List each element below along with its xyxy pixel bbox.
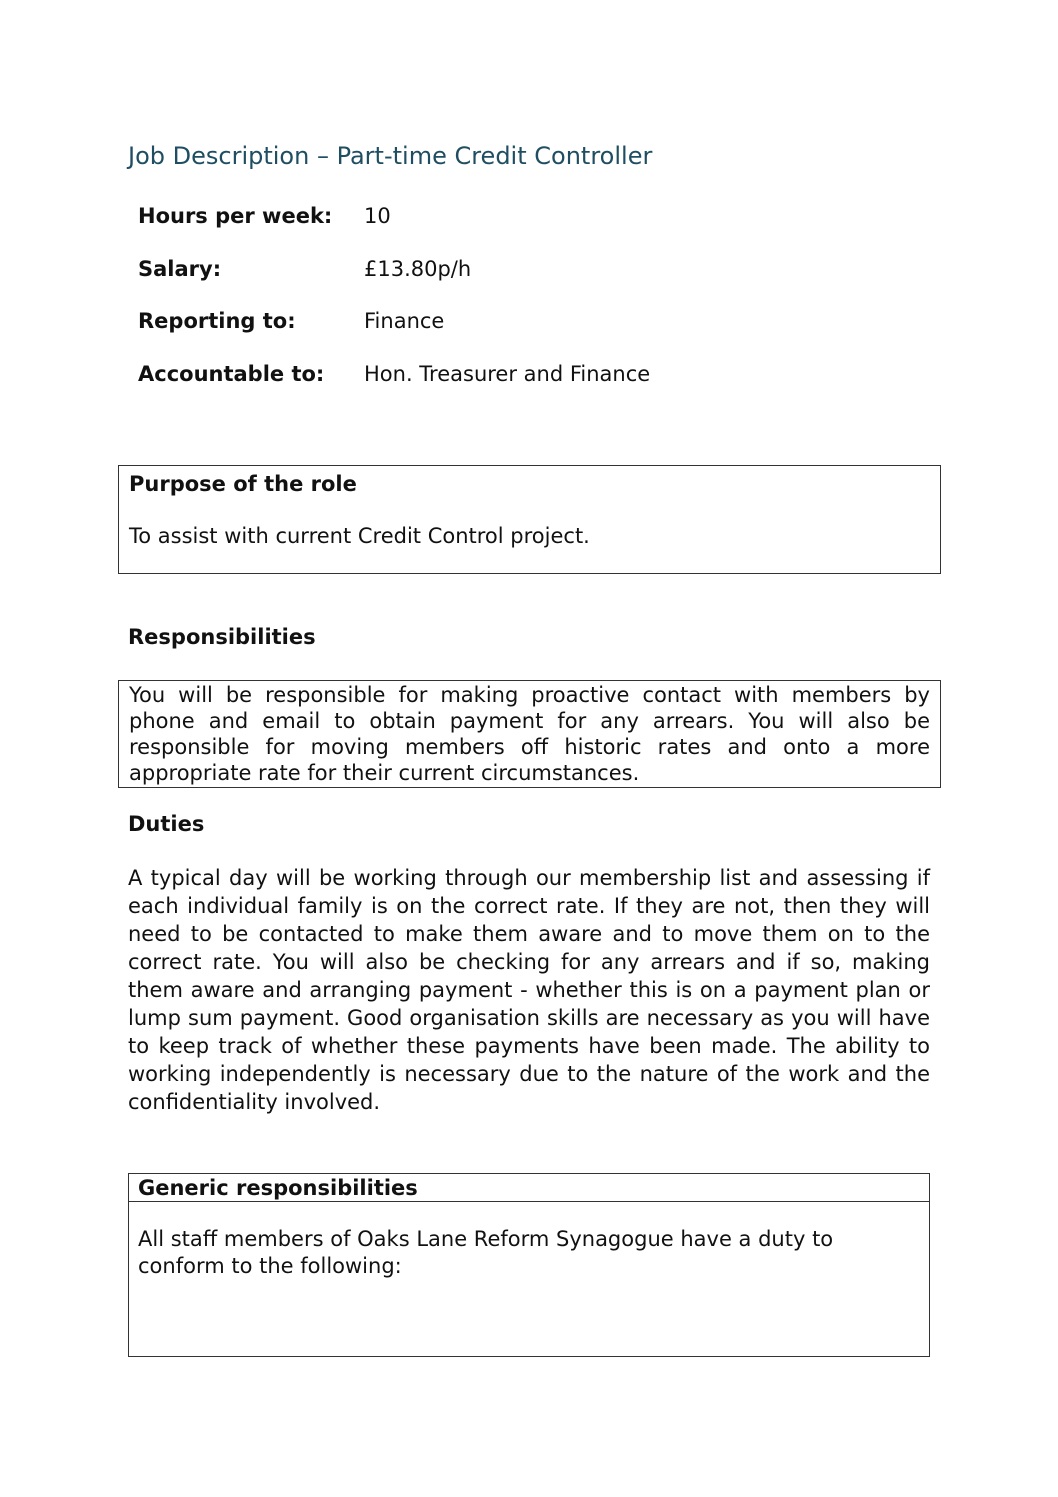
reporting-value: Finance [364, 309, 445, 333]
salary-value: £13.80p/h [364, 256, 472, 281]
purpose-text: To assist with current Credit Control project. [129, 524, 590, 548]
duties-text: A typical day will be working through our membership list and assessing if each individual family is on the correct rate. If they are not, then they will need to be contacted to make them aware and to move them on to the correct rate. You will also be checking for any arrears and if so, making them aware and arranging payment - whether this is on a payment plan or lump sum payment. Good organisation skills are necessary as you will have to keep track of whether these payments have been made. The ability to working independently is necessary due to the nature of the work and the confidentiality involved. [128, 866, 930, 1114]
generic-heading: Generic responsibilities [129, 1174, 929, 1202]
generic-text: All staff members of Oaks Lane Reform Synagogue have a duty to conform to the following: [138, 1227, 834, 1278]
generic-responsibilities-box [128, 1173, 930, 1357]
duties-heading: Duties [128, 812, 205, 836]
accountable-value: Hon. Treasurer and Finance [364, 361, 651, 386]
page-title: Job Description – Part-time Credit Controller [128, 142, 653, 170]
salary-label: Salary: [138, 256, 222, 281]
responsibilities-text: You will be responsible for making proactive contact with members by phone and email to obtain payment for any arrears. You will also be responsible for moving members off historic rates and onto a more appropriate rate for their current circumstances. [129, 683, 930, 785]
reporting-label: Reporting to: [138, 309, 296, 333]
accountable-label: Accountable to: [138, 361, 325, 386]
responsibilities-heading: Responsibilities [128, 625, 316, 649]
hours-value: 10 [364, 204, 391, 228]
hours-label: Hours per week: [138, 204, 333, 228]
duties-section [128, 864, 930, 1116]
purpose-heading: Purpose of the role [129, 472, 357, 496]
responsibilities-box [118, 680, 941, 788]
purpose-box [118, 465, 941, 574]
